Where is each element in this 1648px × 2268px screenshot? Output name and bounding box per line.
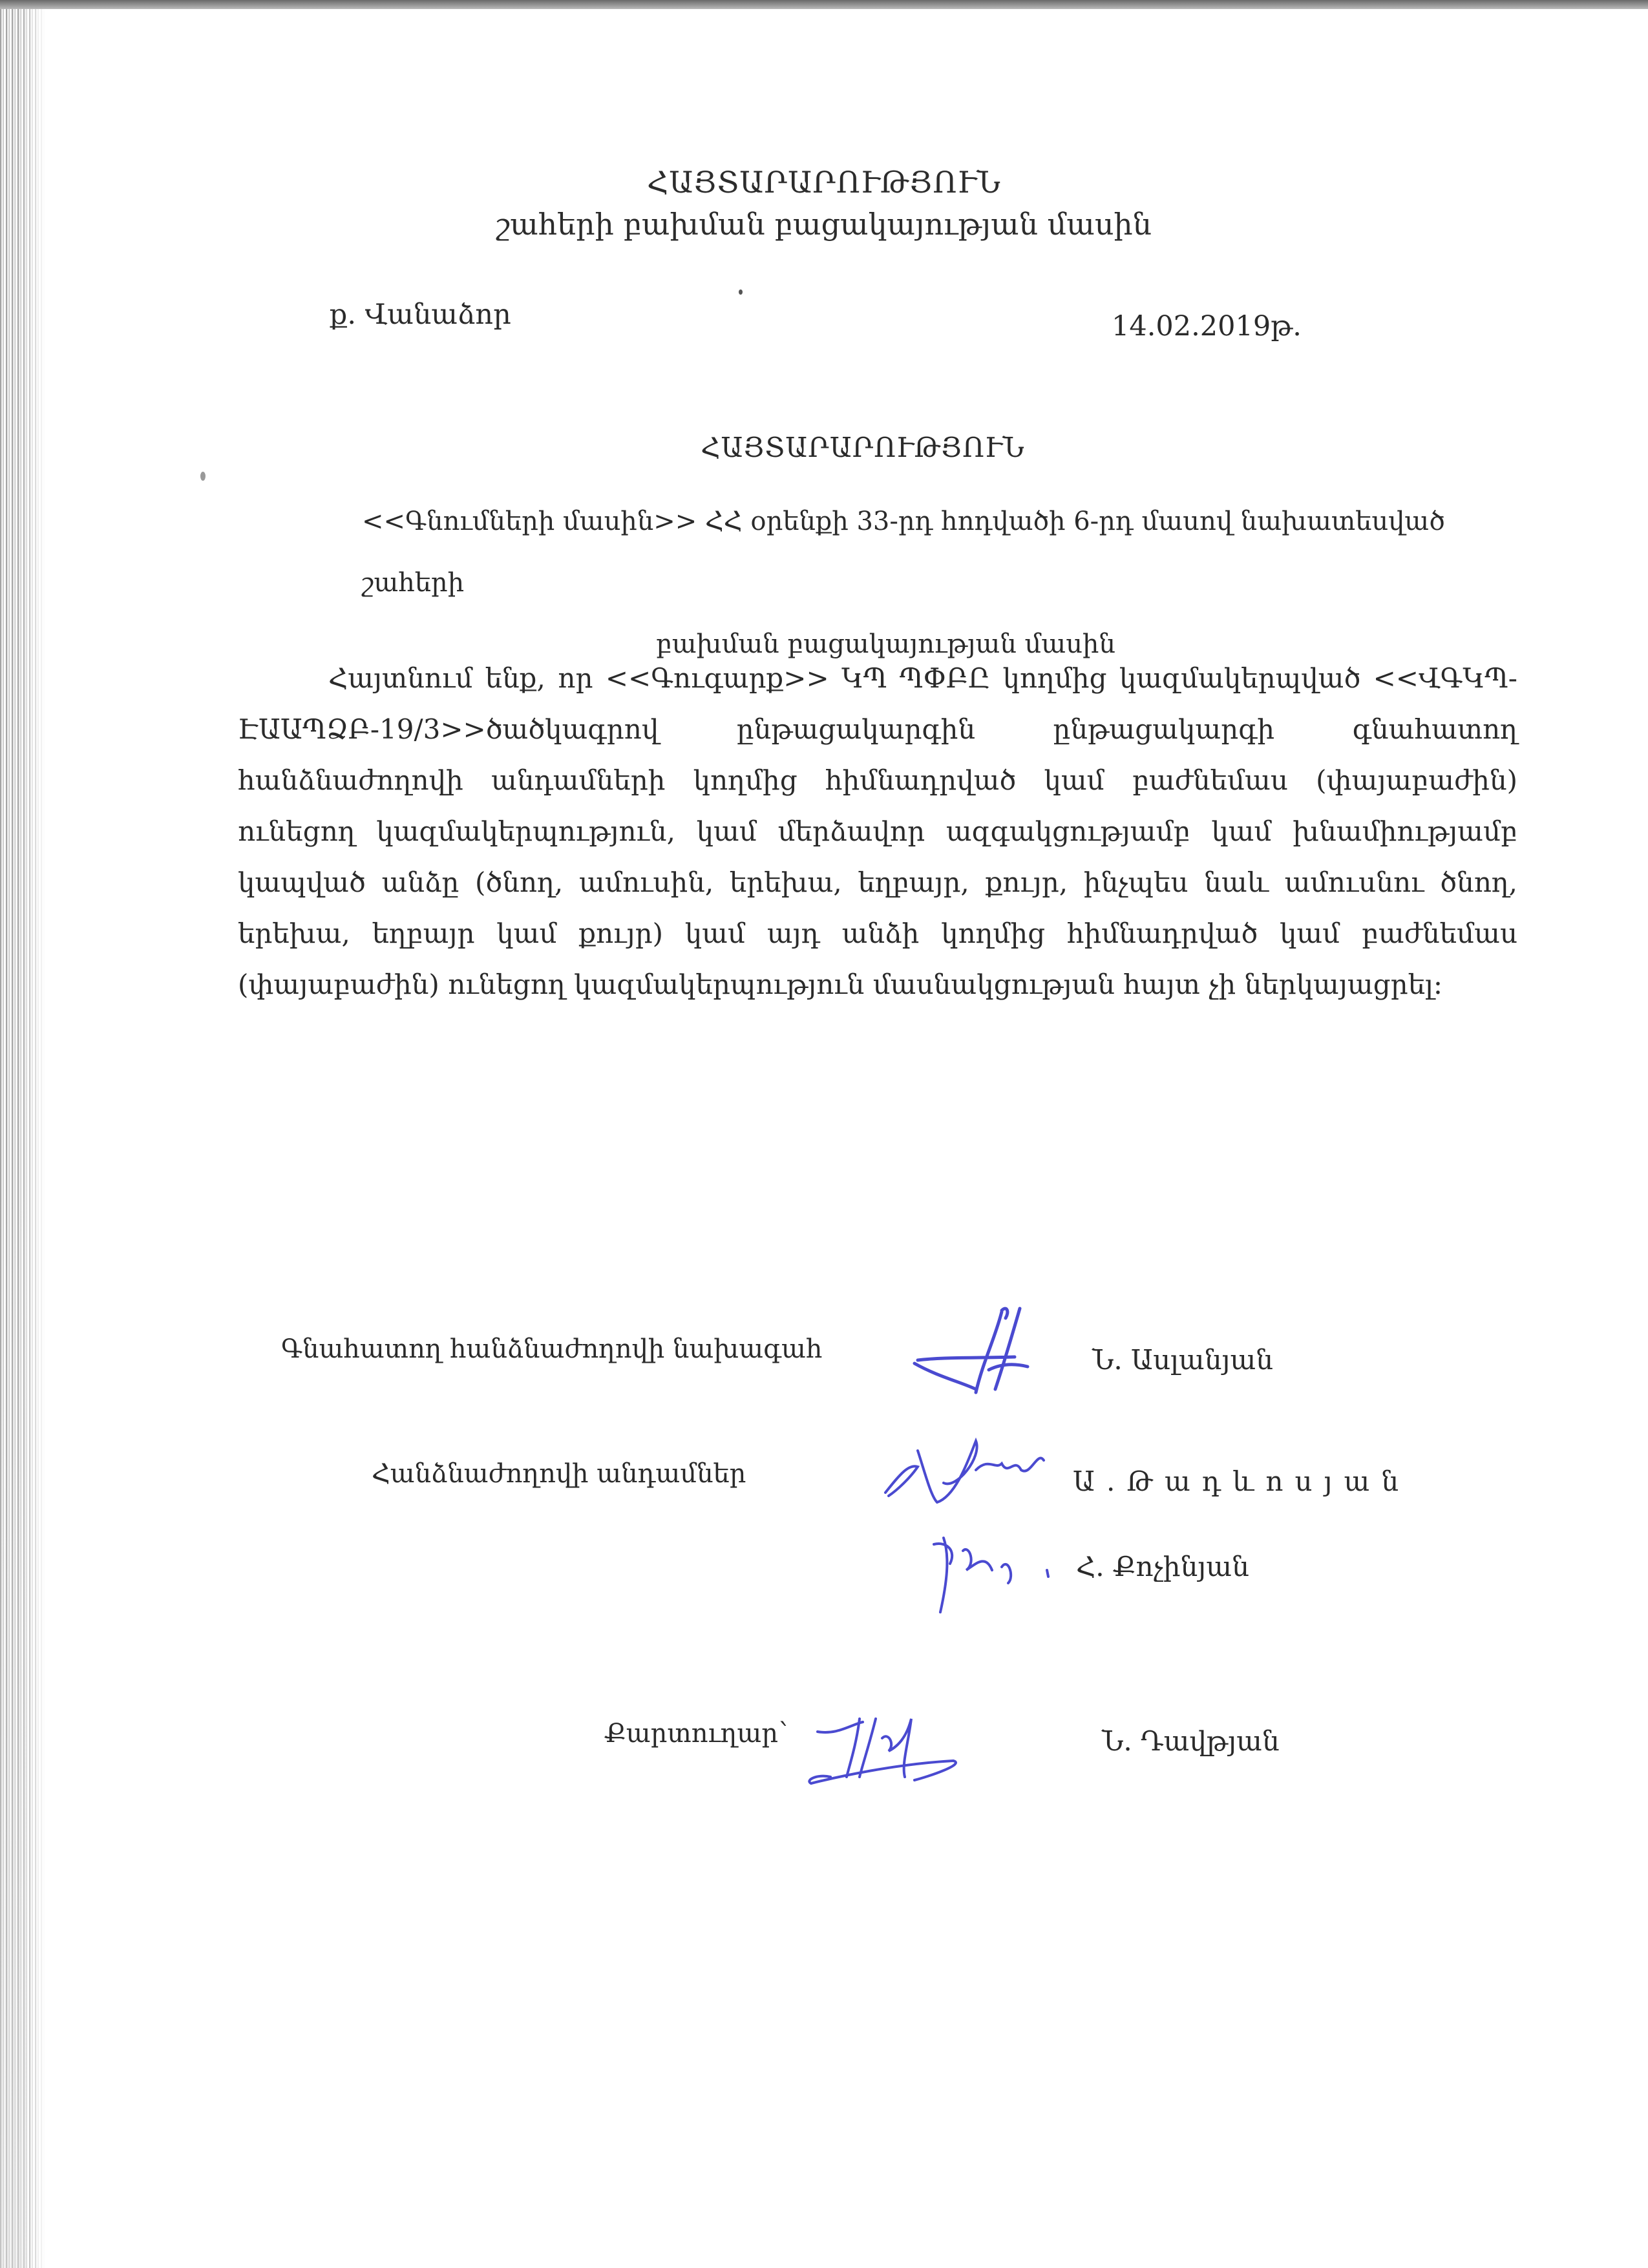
header-title: ՀԱՅՏԱՐԱՐՈՒԹՅՈՒՆ [647,165,1001,200]
secretary-signature [798,1706,1005,1790]
document-subtitle-line: <<Գնումների մասին>> ՀՀ օրենքի 33-րդ հոդվածի 6-րդ մասով նախատեսված շահերի [362,507,1445,598]
chair-signature [905,1299,1060,1396]
member-name: Ա.Թադևոսյան [1073,1465,1411,1497]
scan-speck [200,472,206,481]
document-date: 14.02.2019թ. [1112,310,1302,342]
scan-left-edge-fade [0,1163,26,2268]
secretary-name: Ն. Դավթյան [1102,1725,1280,1757]
document-subtitle [349,491,1512,675]
chair-name: Ն. Ասլանյան [1092,1344,1273,1376]
members-label: Հանձնաժողովի անդամներ [372,1459,746,1489]
scan-top-edge [0,0,1648,9]
document-title: ՀԱՅՏԱՐԱՐՈՒԹՅՈՒՆ [701,432,1025,463]
secretary-label: Քարտուղար՝ [604,1719,788,1748]
declaration-body: Հայտնում ենք, որ <<Գուգարք>> ԿՊ ՊՓԲԸ կողմից կազմակերպված <<ՎԳԿՊ-ԷԱԱՊՁԲ-19/3>>ծածկագրով ընթացակարգին ընթացակարգի գնահատող հանձնաժողովի անդամների կողմից հիմնադրված կամ բաժնեմաս (փայաբաժին) ունեցող կազմակերպություն, կամ մերձավոր ազգակցությամբ կամ խնամիությամբ կապված անձը (ծնող, ամուսին, երեխա, եղբայր, քույր, ինչպես նաև ամուսնու ծնող, երեխա, եղբայր կամ քույր) կամ այդ անձի կողմից հիմնադրված կամ բաժնեմաս (փայաբաժին) ունեցող կազմակերպություն մասնակցության հայտ չի ներկայացրել: [238,662,1517,1000]
scan-speck [739,289,743,295]
member-name: Հ. Քոչինյան [1076,1551,1249,1582]
city-location: ք. Վանաձոր [330,299,511,331]
member-signature-2 [931,1531,1060,1615]
member-signature-1 [879,1431,1073,1509]
document-subtitle-line: բախման բացակայության մասին [656,629,1115,659]
header-subtitle: շահերի բախման բացակայության մասին [496,207,1152,242]
chair-label: Գնահատող հանձնաժողովի նախագահ [281,1334,823,1364]
